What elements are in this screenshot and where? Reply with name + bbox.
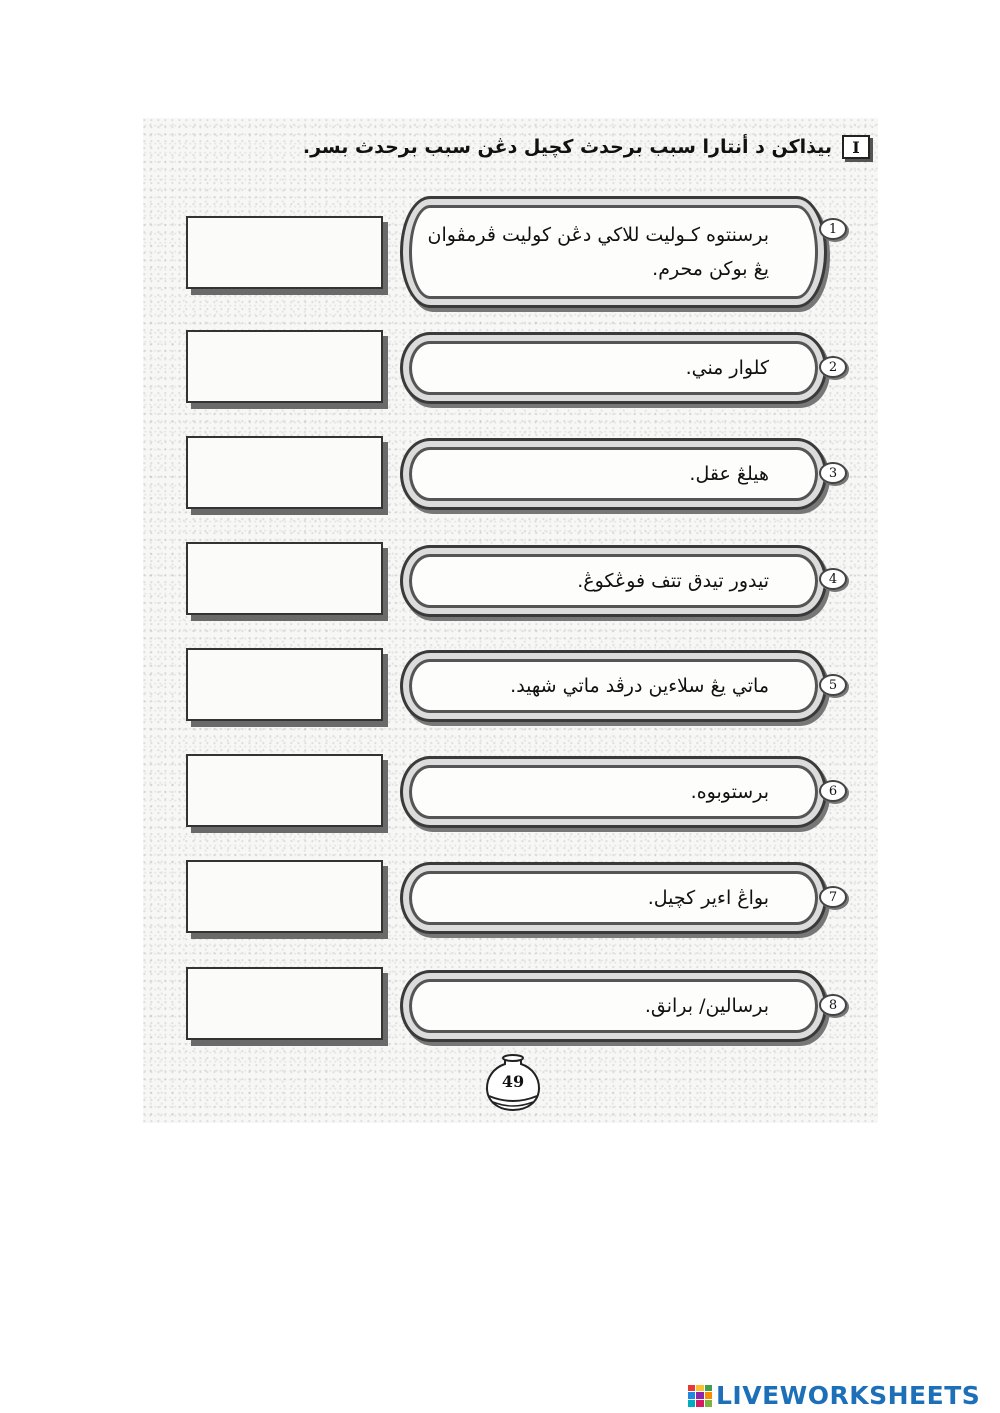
sentence-text-1: برسنتوه كـوليت للاكي دڠن كوليت ڤرمڤوان يڠ بوكن محرم. bbox=[427, 224, 769, 280]
sentence-scroll-2 bbox=[400, 332, 827, 404]
brand-logo-icon bbox=[688, 1385, 712, 1407]
sentence-scroll-4 bbox=[400, 545, 827, 617]
sentence-text-7: بواڠ اءير كچيل. bbox=[647, 887, 769, 909]
answer-box-1[interactable] bbox=[186, 216, 383, 289]
answer-box-5[interactable] bbox=[186, 648, 383, 721]
instruction-text: بيذاكن د أنتارا سبب برحدث كچيل دڠن سبب برحدث بسر. bbox=[302, 136, 832, 158]
sentence-scroll-3 bbox=[400, 438, 827, 510]
sentence-text-8: برسالين/ برانق. bbox=[644, 995, 769, 1017]
sentence-scroll-8 bbox=[400, 970, 827, 1042]
item-number-4: 4 bbox=[819, 568, 847, 590]
answer-box-7[interactable] bbox=[186, 860, 383, 933]
section-label: I bbox=[842, 135, 870, 159]
page-number: 49 bbox=[501, 1072, 525, 1091]
item-number-7: 7 bbox=[819, 886, 847, 908]
answer-box-6[interactable] bbox=[186, 754, 383, 827]
item-number-3: 3 bbox=[819, 462, 847, 484]
brand-name: LIVEWORKSHEETS bbox=[716, 1381, 981, 1410]
answer-box-8[interactable] bbox=[186, 967, 383, 1040]
sentence-text-3: هيلڠ عقل. bbox=[689, 463, 769, 485]
sentence-text-5: ماتي يڠ سلاءين درڤد ماتي شهيد. bbox=[510, 675, 769, 697]
item-number-5: 5 bbox=[819, 674, 847, 696]
answer-box-3[interactable] bbox=[186, 436, 383, 509]
sentence-scroll-7 bbox=[400, 862, 827, 934]
sentence-scroll-5 bbox=[400, 650, 827, 722]
item-number-8: 8 bbox=[819, 994, 847, 1016]
instruction-row bbox=[303, 135, 870, 159]
sentence-text-6: برستوبوه. bbox=[690, 781, 769, 803]
sentence-text-4: تيدور تيدق تتف فوڠكوڠ. bbox=[577, 570, 769, 592]
sentence-scroll-1 bbox=[400, 196, 827, 308]
sentence-text-2: كلوار مني. bbox=[685, 357, 769, 379]
answer-box-4[interactable] bbox=[186, 542, 383, 615]
item-number-2: 2 bbox=[819, 356, 847, 378]
brand-watermark bbox=[688, 1381, 980, 1410]
sentence-scroll-6 bbox=[400, 756, 827, 828]
item-number-6: 6 bbox=[819, 780, 847, 802]
item-number-1: 1 bbox=[819, 218, 847, 240]
answer-box-2[interactable] bbox=[186, 330, 383, 403]
